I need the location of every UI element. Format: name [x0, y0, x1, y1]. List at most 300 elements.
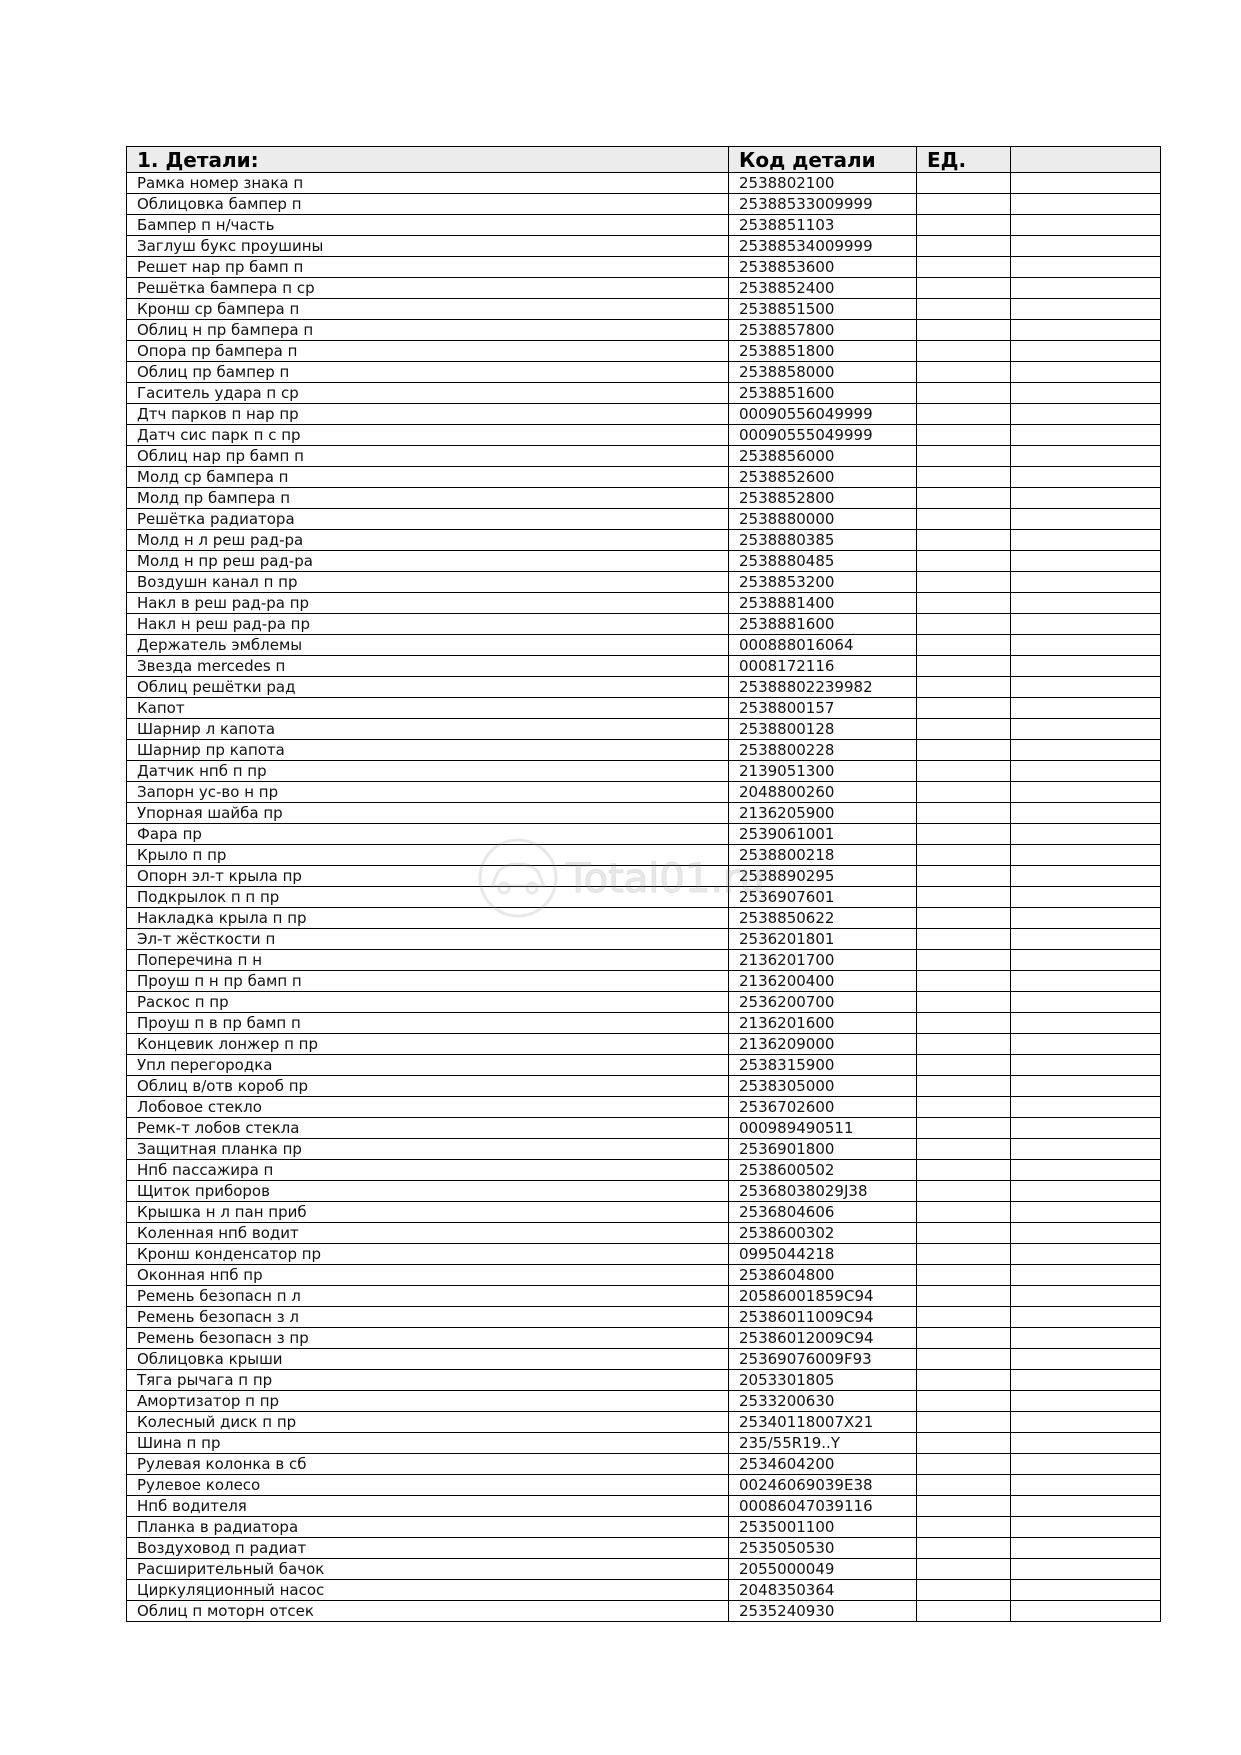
table-row — [127, 1244, 1161, 1265]
part-code-cell: 25388802239982 — [729, 677, 917, 698]
table-row — [127, 1601, 1161, 1622]
part-name-cell: Фара пр — [127, 824, 729, 845]
part-name-cell: Датчик нпб п пр — [127, 761, 729, 782]
table-row — [127, 1223, 1161, 1244]
part-name-cell: Дтч парков п нар пр — [127, 404, 729, 425]
part-name-cell: Шарнир л капота — [127, 719, 729, 740]
extra-cell — [1011, 1601, 1161, 1622]
part-code-cell: 25388533009999 — [729, 194, 917, 215]
part-name-cell: Крышка н л пан приб — [127, 1202, 729, 1223]
part-name-cell: Накладка крыла п пр — [127, 908, 729, 929]
part-code-cell: 2538802100 — [729, 173, 917, 194]
table-body — [127, 173, 1161, 1622]
part-name-cell: Облицовка крыши — [127, 1349, 729, 1370]
header-part-code: Код детали — [729, 147, 917, 173]
part-code-cell: 2538853600 — [729, 257, 917, 278]
extra-cell — [1011, 446, 1161, 467]
unit-cell — [917, 1601, 1011, 1622]
part-name-cell: Решет нар пр бамп п — [127, 257, 729, 278]
part-name-cell: Нпб водителя — [127, 1496, 729, 1517]
part-name-cell: Расширительный бачок — [127, 1559, 729, 1580]
table-row — [127, 299, 1161, 320]
table-row — [127, 1013, 1161, 1034]
unit-cell — [917, 1034, 1011, 1055]
unit-cell — [917, 194, 1011, 215]
extra-cell — [1011, 740, 1161, 761]
unit-cell — [917, 1160, 1011, 1181]
part-code-cell: 000888016064 — [729, 635, 917, 656]
table-row — [127, 1496, 1161, 1517]
part-name-cell: Циркуляционный насос — [127, 1580, 729, 1601]
part-code-cell: 2139051300 — [729, 761, 917, 782]
part-name-cell: Опора пр бампера п — [127, 341, 729, 362]
part-code-cell: 2538880000 — [729, 509, 917, 530]
unit-cell — [917, 1202, 1011, 1223]
extra-cell — [1011, 1244, 1161, 1265]
extra-cell — [1011, 1034, 1161, 1055]
table-row — [127, 1118, 1161, 1139]
part-name-cell: Облицовка бампер п — [127, 194, 729, 215]
unit-cell — [917, 740, 1011, 761]
unit-cell — [917, 1580, 1011, 1601]
part-name-cell: Рулевая колонка в сб — [127, 1454, 729, 1475]
part-name-cell: Лобовое стекло — [127, 1097, 729, 1118]
unit-cell — [917, 824, 1011, 845]
table-row — [127, 1475, 1161, 1496]
unit-cell — [917, 677, 1011, 698]
table-row — [127, 866, 1161, 887]
part-code-cell: 2539061001 — [729, 824, 917, 845]
extra-cell — [1011, 887, 1161, 908]
unit-cell — [917, 1475, 1011, 1496]
part-code-cell: 2536907601 — [729, 887, 917, 908]
extra-cell — [1011, 278, 1161, 299]
part-name-cell: Нпб пассажира п — [127, 1160, 729, 1181]
unit-cell — [917, 1244, 1011, 1265]
part-code-cell: 2136201700 — [729, 950, 917, 971]
part-name-cell: Амортизатор п пр — [127, 1391, 729, 1412]
extra-cell — [1011, 1202, 1161, 1223]
unit-cell — [917, 929, 1011, 950]
table-row — [127, 677, 1161, 698]
part-name-cell: Шарнир пр капота — [127, 740, 729, 761]
unit-cell — [917, 404, 1011, 425]
unit-cell — [917, 467, 1011, 488]
unit-cell — [917, 530, 1011, 551]
extra-cell — [1011, 1517, 1161, 1538]
unit-cell — [917, 509, 1011, 530]
table-row — [127, 1181, 1161, 1202]
unit-cell — [917, 362, 1011, 383]
unit-cell — [917, 803, 1011, 824]
part-name-cell: Облиц решётки рад — [127, 677, 729, 698]
part-code-cell: 2053301805 — [729, 1370, 917, 1391]
part-code-cell: 2538857800 — [729, 320, 917, 341]
table-row — [127, 1307, 1161, 1328]
extra-cell — [1011, 929, 1161, 950]
table-row — [127, 278, 1161, 299]
extra-cell — [1011, 299, 1161, 320]
unit-cell — [917, 446, 1011, 467]
part-code-cell: 2538600502 — [729, 1160, 917, 1181]
part-code-cell: 2538604800 — [729, 1265, 917, 1286]
table-row — [127, 929, 1161, 950]
extra-cell — [1011, 1559, 1161, 1580]
unit-cell — [917, 173, 1011, 194]
part-name-cell: Держатель эмблемы — [127, 635, 729, 656]
unit-cell — [917, 1349, 1011, 1370]
unit-cell — [917, 593, 1011, 614]
part-code-cell: 2538600302 — [729, 1223, 917, 1244]
table-row — [127, 1412, 1161, 1433]
part-code-cell: 25340118007X21 — [729, 1412, 917, 1433]
unit-cell — [917, 866, 1011, 887]
part-code-cell: 2055000049 — [729, 1559, 917, 1580]
part-code-cell: 2136209000 — [729, 1034, 917, 1055]
part-name-cell: Планка в радиатора — [127, 1517, 729, 1538]
extra-cell — [1011, 656, 1161, 677]
parts-sheet — [126, 146, 1160, 1622]
table-row — [127, 1454, 1161, 1475]
part-code-cell: 2538851500 — [729, 299, 917, 320]
unit-cell — [917, 1286, 1011, 1307]
watermark-text: Total01.ru — [566, 856, 765, 902]
table-row — [127, 1517, 1161, 1538]
part-name-cell: Облиц в/отв короб пр — [127, 1076, 729, 1097]
extra-cell — [1011, 782, 1161, 803]
extra-cell — [1011, 1055, 1161, 1076]
unit-cell — [917, 1013, 1011, 1034]
part-name-cell: Крыло п пр — [127, 845, 729, 866]
part-code-cell: 2536201801 — [729, 929, 917, 950]
unit-cell — [917, 236, 1011, 257]
part-name-cell: Накл в реш рад-ра пр — [127, 593, 729, 614]
table-row — [127, 341, 1161, 362]
table-row — [127, 614, 1161, 635]
unit-cell — [917, 1265, 1011, 1286]
table-row — [127, 362, 1161, 383]
unit-cell — [917, 887, 1011, 908]
extra-cell — [1011, 698, 1161, 719]
part-code-cell: 2538315900 — [729, 1055, 917, 1076]
table-row — [127, 887, 1161, 908]
extra-cell — [1011, 971, 1161, 992]
table-row — [127, 467, 1161, 488]
part-code-cell: 2536200700 — [729, 992, 917, 1013]
unit-cell — [917, 551, 1011, 572]
table-row — [127, 992, 1161, 1013]
extra-cell — [1011, 572, 1161, 593]
part-code-cell: 2538856000 — [729, 446, 917, 467]
extra-cell — [1011, 761, 1161, 782]
part-code-cell: 2538800218 — [729, 845, 917, 866]
unit-cell — [917, 908, 1011, 929]
table-row — [127, 215, 1161, 236]
unit-cell — [917, 1538, 1011, 1559]
part-name-cell: Кронш ср бампера п — [127, 299, 729, 320]
extra-cell — [1011, 173, 1161, 194]
part-name-cell: Рулевое колесо — [127, 1475, 729, 1496]
unit-cell — [917, 299, 1011, 320]
part-code-cell: 2538858000 — [729, 362, 917, 383]
unit-cell — [917, 1307, 1011, 1328]
unit-cell — [917, 1328, 1011, 1349]
extra-cell — [1011, 1496, 1161, 1517]
table-row — [127, 1265, 1161, 1286]
part-code-cell: 2538880485 — [729, 551, 917, 572]
extra-cell — [1011, 1370, 1161, 1391]
part-name-cell: Звезда mercedes п — [127, 656, 729, 677]
extra-cell — [1011, 1118, 1161, 1139]
unit-cell — [917, 1097, 1011, 1118]
table-row — [127, 383, 1161, 404]
part-code-cell: 2533200630 — [729, 1391, 917, 1412]
part-code-cell: 2536702600 — [729, 1097, 917, 1118]
unit-cell — [917, 1055, 1011, 1076]
extra-cell — [1011, 236, 1161, 257]
part-code-cell: 2136201600 — [729, 1013, 917, 1034]
unit-cell — [917, 383, 1011, 404]
table-row — [127, 1202, 1161, 1223]
unit-cell — [917, 1139, 1011, 1160]
table-row — [127, 1433, 1161, 1454]
header-unit: ЕД. — [917, 147, 1011, 173]
table-row — [127, 488, 1161, 509]
table-row — [127, 320, 1161, 341]
part-code-cell: 2538881400 — [729, 593, 917, 614]
table-row — [127, 404, 1161, 425]
extra-cell — [1011, 1265, 1161, 1286]
part-code-cell: 2536901800 — [729, 1139, 917, 1160]
table-row — [127, 1349, 1161, 1370]
table-row — [127, 1538, 1161, 1559]
part-code-cell: 0995044218 — [729, 1244, 917, 1265]
extra-cell — [1011, 1391, 1161, 1412]
extra-cell — [1011, 614, 1161, 635]
part-code-cell: 2538851600 — [729, 383, 917, 404]
unit-cell — [917, 1118, 1011, 1139]
extra-cell — [1011, 1160, 1161, 1181]
part-code-cell: 2538880385 — [729, 530, 917, 551]
part-name-cell: Молд пр бампера п — [127, 488, 729, 509]
table-row — [127, 173, 1161, 194]
part-name-cell: Молд н л реш рад-ра — [127, 530, 729, 551]
table-row — [127, 971, 1161, 992]
table-row — [127, 194, 1161, 215]
extra-cell — [1011, 1454, 1161, 1475]
unit-cell — [917, 1412, 1011, 1433]
extra-cell — [1011, 530, 1161, 551]
part-name-cell: Кронш конденсатор пр — [127, 1244, 729, 1265]
part-code-cell: 2535240930 — [729, 1601, 917, 1622]
table-row — [127, 719, 1161, 740]
part-code-cell: 00090556049999 — [729, 404, 917, 425]
part-name-cell: Тяга рычага п пр — [127, 1370, 729, 1391]
extra-cell — [1011, 341, 1161, 362]
extra-cell — [1011, 803, 1161, 824]
table-row — [127, 1286, 1161, 1307]
part-name-cell: Датч сис парк п с пр — [127, 425, 729, 446]
part-code-cell: 2534604200 — [729, 1454, 917, 1475]
extra-cell — [1011, 362, 1161, 383]
table-row — [127, 803, 1161, 824]
part-code-cell: 2538305000 — [729, 1076, 917, 1097]
extra-cell — [1011, 1307, 1161, 1328]
unit-cell — [917, 425, 1011, 446]
table-row — [127, 425, 1161, 446]
part-name-cell: Колесный диск п пр — [127, 1412, 729, 1433]
table-row — [127, 698, 1161, 719]
part-name-cell: Поперечина п н — [127, 950, 729, 971]
part-code-cell: 0008172116 — [729, 656, 917, 677]
table-row — [127, 1139, 1161, 1160]
part-code-cell: 2538852800 — [729, 488, 917, 509]
part-name-cell: Ремень безопасн з л — [127, 1307, 729, 1328]
part-name-cell: Облиц н пр бампера п — [127, 320, 729, 341]
part-code-cell: 00246069039E38 — [729, 1475, 917, 1496]
extra-cell — [1011, 1433, 1161, 1454]
extra-cell — [1011, 593, 1161, 614]
extra-cell — [1011, 467, 1161, 488]
unit-cell — [917, 971, 1011, 992]
table-row — [127, 950, 1161, 971]
extra-cell — [1011, 1286, 1161, 1307]
table-row — [127, 257, 1161, 278]
table-row — [127, 236, 1161, 257]
unit-cell — [917, 950, 1011, 971]
extra-cell — [1011, 488, 1161, 509]
part-code-cell: 2538853200 — [729, 572, 917, 593]
part-code-cell: 2538890295 — [729, 866, 917, 887]
extra-cell — [1011, 1139, 1161, 1160]
extra-cell — [1011, 1181, 1161, 1202]
table-row — [127, 656, 1161, 677]
extra-cell — [1011, 677, 1161, 698]
extra-cell — [1011, 551, 1161, 572]
header-parts: 1. Детали: — [127, 147, 729, 173]
part-code-cell: 2538851103 — [729, 215, 917, 236]
header-extra — [1011, 147, 1161, 173]
part-name-cell: Проуш п н пр бамп п — [127, 971, 729, 992]
table-row — [127, 509, 1161, 530]
unit-cell — [917, 1517, 1011, 1538]
extra-cell — [1011, 1076, 1161, 1097]
part-code-cell: 2538800157 — [729, 698, 917, 719]
table-row — [127, 635, 1161, 656]
unit-cell — [917, 761, 1011, 782]
unit-cell — [917, 215, 1011, 236]
part-name-cell: Защитная планка пр — [127, 1139, 729, 1160]
table-row — [127, 761, 1161, 782]
extra-cell — [1011, 1013, 1161, 1034]
unit-cell — [917, 992, 1011, 1013]
extra-cell — [1011, 1412, 1161, 1433]
header-row — [127, 147, 1161, 173]
table-row — [127, 1580, 1161, 1601]
part-code-cell: 25368038029J38 — [729, 1181, 917, 1202]
part-code-cell: 2136205900 — [729, 803, 917, 824]
part-code-cell: 2538851800 — [729, 341, 917, 362]
part-name-cell: Ремень безопасн п л — [127, 1286, 729, 1307]
extra-cell — [1011, 257, 1161, 278]
table-row — [127, 782, 1161, 803]
part-code-cell: 2048350364 — [729, 1580, 917, 1601]
part-code-cell: 2538852600 — [729, 467, 917, 488]
unit-cell — [917, 635, 1011, 656]
unit-cell — [917, 1454, 1011, 1475]
part-name-cell: Опорн эл-т крыла пр — [127, 866, 729, 887]
table-row — [127, 593, 1161, 614]
extra-cell — [1011, 1097, 1161, 1118]
unit-cell — [917, 1391, 1011, 1412]
extra-cell — [1011, 719, 1161, 740]
table-row — [127, 1370, 1161, 1391]
table-row — [127, 1160, 1161, 1181]
part-name-cell: Ремень безопасн з пр — [127, 1328, 729, 1349]
part-code-cell: 2535050530 — [729, 1538, 917, 1559]
part-name-cell: Бампер п н/часть — [127, 215, 729, 236]
extra-cell — [1011, 194, 1161, 215]
part-code-cell: 25369076009F93 — [729, 1349, 917, 1370]
extra-cell — [1011, 383, 1161, 404]
extra-cell — [1011, 635, 1161, 656]
unit-cell — [917, 1559, 1011, 1580]
part-name-cell: Воздуховод п радиат — [127, 1538, 729, 1559]
part-code-cell: 2538800128 — [729, 719, 917, 740]
extra-cell — [1011, 1538, 1161, 1559]
part-code-cell: 25386012009C94 — [729, 1328, 917, 1349]
extra-cell — [1011, 404, 1161, 425]
unit-cell — [917, 1076, 1011, 1097]
part-name-cell: Капот — [127, 698, 729, 719]
part-code-cell: 00090555049999 — [729, 425, 917, 446]
part-code-cell: 2535001100 — [729, 1517, 917, 1538]
unit-cell — [917, 656, 1011, 677]
part-name-cell: Эл-т жёсткости п — [127, 929, 729, 950]
parts-table — [126, 146, 1161, 1622]
unit-cell — [917, 257, 1011, 278]
part-name-cell: Заглуш букс проушины — [127, 236, 729, 257]
part-code-cell: 2048800260 — [729, 782, 917, 803]
extra-cell — [1011, 509, 1161, 530]
unit-cell — [917, 845, 1011, 866]
part-name-cell: Облиц нар пр бамп п — [127, 446, 729, 467]
extra-cell — [1011, 425, 1161, 446]
part-name-cell: Решётка радиатора — [127, 509, 729, 530]
table-row — [127, 824, 1161, 845]
part-code-cell: 25386011009C94 — [729, 1307, 917, 1328]
table-row — [127, 551, 1161, 572]
unit-cell — [917, 320, 1011, 341]
table-row — [127, 1097, 1161, 1118]
extra-cell — [1011, 908, 1161, 929]
part-name-cell: Щиток приборов — [127, 1181, 729, 1202]
unit-cell — [917, 1433, 1011, 1454]
table-row — [127, 845, 1161, 866]
part-code-cell: 20586001859C94 — [729, 1286, 917, 1307]
part-code-cell: 2538800228 — [729, 740, 917, 761]
part-name-cell: Накл н реш рад-ра пр — [127, 614, 729, 635]
table-row — [127, 1391, 1161, 1412]
part-code-cell: 235/55R19..Y — [729, 1433, 917, 1454]
table-row — [127, 1328, 1161, 1349]
unit-cell — [917, 572, 1011, 593]
part-code-cell: 2136200400 — [729, 971, 917, 992]
unit-cell — [917, 782, 1011, 803]
extra-cell — [1011, 1328, 1161, 1349]
unit-cell — [917, 719, 1011, 740]
part-name-cell: Молд н пр реш рад-ра — [127, 551, 729, 572]
